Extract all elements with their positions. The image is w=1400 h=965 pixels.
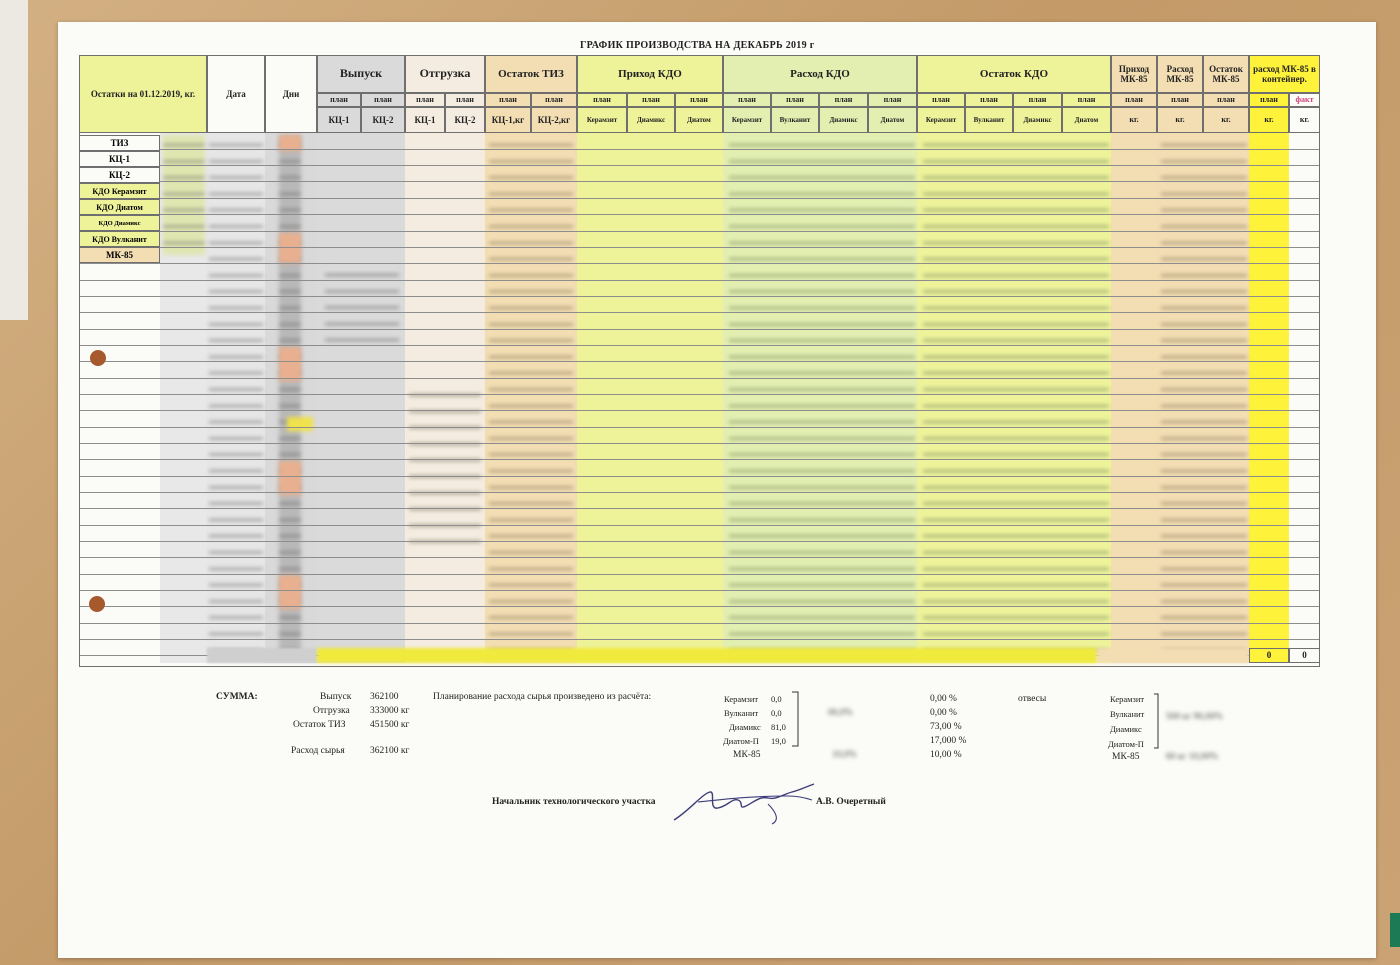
otves-diatom: Диатом-П <box>1108 739 1144 749</box>
header-rashod-mk85-cont: расход МК-85 в контейнер. <box>1249 55 1320 93</box>
mix-vulkanit-pct: 0,00 % <box>930 708 957 718</box>
mix-diamiks-pct: 73,00 % <box>930 722 962 732</box>
plan-label: план <box>1249 93 1289 107</box>
header-rashod-kdo: Расход КДО <box>723 55 917 93</box>
plan-label: план <box>723 93 771 107</box>
unit-kc2-kg: КЦ-2,кг <box>531 107 577 133</box>
unit-diamiks: Диамикс <box>1013 107 1062 133</box>
mix-vulkanit-name: Вулканит <box>724 708 759 718</box>
planning-note: Планирование расхода сырья произведено из расчёта: <box>433 692 652 702</box>
mix-diatom-val: 19,0 <box>771 736 786 746</box>
unit-kc2: КЦ-2 <box>361 107 405 133</box>
plan-label: план <box>317 93 361 107</box>
otgruzka-label: Отгрузка <box>313 706 350 716</box>
mix-vulkanit-val: 0,0 <box>771 708 782 718</box>
unit-vulkanit: Вулканит <box>965 107 1013 133</box>
mix-diamiks-val: 81,0 <box>771 722 786 732</box>
plan-label: план <box>405 93 445 107</box>
otgruzka-value: 333000 кг <box>370 706 410 716</box>
header-ostatok-kdo: Остаток КДО <box>917 55 1111 93</box>
mix-bracket <box>790 690 804 748</box>
otves-bracket <box>1152 692 1164 750</box>
header-days: Дни <box>265 55 317 133</box>
stock-label-vulkanit: КДО Вулканит <box>79 231 160 247</box>
otves-keramzit: Керамзит <box>1110 694 1145 704</box>
header-vypusk: Выпуск <box>317 55 405 93</box>
plan-label: план <box>485 93 531 107</box>
plan-label: план <box>1013 93 1062 107</box>
plan-label: план <box>917 93 965 107</box>
mix-keramzit-val: 0,0 <box>771 694 782 704</box>
unit-kc2: КЦ-2 <box>445 107 485 133</box>
mk-ratio-blurred: 10,0% <box>832 750 857 760</box>
otves-mk85: МК-85 <box>1112 752 1140 762</box>
summa-label: СУММА: <box>216 692 258 702</box>
mix-mk85-pct: 10,00 % <box>930 750 962 760</box>
header-prihod-kdo: Приход КДО <box>577 55 723 93</box>
plan-label: план <box>675 93 723 107</box>
unit-diatom: Диатом <box>675 107 723 133</box>
punch-hole <box>89 596 105 612</box>
unit-diamiks: Диамикс <box>627 107 675 133</box>
plan-label: план <box>771 93 819 107</box>
unit-keramzit: Керамзит <box>917 107 965 133</box>
header-otgruzka: Отгрузка <box>405 55 485 93</box>
rashod-value: 362100 кг <box>370 746 410 756</box>
stock-label-kc1: КЦ-1 <box>79 151 160 167</box>
totals-tan <box>1097 648 1249 663</box>
header-date: Дата <box>207 55 265 133</box>
unit-kg: кг. <box>1157 107 1203 133</box>
unit-kg: кг. <box>1249 107 1289 133</box>
total-fakt: 0 <box>1289 648 1320 663</box>
otves-diamiks: Диамикс <box>1110 724 1142 734</box>
unit-kc1: КЦ-1 <box>405 107 445 133</box>
totals-grey <box>207 648 317 663</box>
ostatok-label: Остаток ТИЗ <box>293 720 346 730</box>
stock-label-mk85: МК-85 <box>79 247 160 263</box>
header-prihod-mk85: Приход МК-85 <box>1111 55 1157 93</box>
header-ostatok-tiz: Остаток ТИЗ <box>485 55 577 93</box>
plan-label: план <box>965 93 1013 107</box>
stock-label-keramzit: КДО Керамзит <box>79 183 160 199</box>
table-border <box>79 55 1320 667</box>
plan-label: план <box>627 93 675 107</box>
pen <box>1390 913 1400 947</box>
vypusk-value: 362100 <box>370 692 399 702</box>
plan-label: план <box>577 93 627 107</box>
mix-diamiks-name: Диамикс <box>729 722 761 732</box>
unit-kg: кг. <box>1289 107 1320 133</box>
ostatok-value: 451500 кг <box>370 720 410 730</box>
otves-vulkanit: Вулканит <box>1110 709 1145 719</box>
production-table <box>79 55 1320 667</box>
paper-edge <box>0 0 28 320</box>
vypusk-label: Выпуск <box>320 692 352 702</box>
otves-mk-blurred: 60 кг 10,00% <box>1166 752 1219 762</box>
header-rashod-mk85: Расход МК-85 <box>1157 55 1203 93</box>
chief-name: А.В. Очеретный <box>816 797 886 807</box>
document-title: ГРАФИК ПРОИЗВОДСТВА НА ДЕКАБРЬ 2019 г <box>580 40 815 51</box>
plan-label: план <box>1111 93 1157 107</box>
header-ostatki: Остатки на 01.12.2019, кг. <box>79 55 207 133</box>
stock-label-diatom: КДО Диатом <box>79 199 160 215</box>
total-plan: 0 <box>1249 648 1289 663</box>
unit-kg: кг. <box>1111 107 1157 133</box>
punch-hole <box>90 350 106 366</box>
unit-vulkanit: Вулканит <box>771 107 819 133</box>
unit-kc1: КЦ-1 <box>317 107 361 133</box>
unit-kc1-kg: КЦ-1,кг <box>485 107 531 133</box>
rashod-label: Расход сырья <box>291 746 345 756</box>
mix-mk85-name: МК-85 <box>733 750 761 760</box>
chief-label: Начальник технологического участка <box>492 797 656 807</box>
mix-keramzit-pct: 0,00 % <box>930 694 957 704</box>
plan-label: план <box>445 93 485 107</box>
unit-diatom: Диатом <box>868 107 917 133</box>
unit-diamiks: Диамикс <box>819 107 868 133</box>
unit-keramzit: Керамзит <box>577 107 627 133</box>
stock-label-diamiks: КДО Диамикс <box>79 215 160 231</box>
otvesy-label: отвесы <box>1018 694 1047 704</box>
plan-label: план <box>361 93 405 107</box>
mix-ratio-blurred: 00,0% <box>828 708 853 718</box>
plan-label: план <box>868 93 917 107</box>
plan-label: план <box>1062 93 1111 107</box>
otves-ratio-blurred: 500 кг 90,00% <box>1166 712 1223 722</box>
plan-label: план <box>1203 93 1249 107</box>
plan-label: план <box>819 93 868 107</box>
mix-diatom-name: Диатом-П <box>723 736 759 746</box>
unit-diatom: Диатом <box>1062 107 1111 133</box>
plan-label: план <box>531 93 577 107</box>
signature <box>668 780 818 828</box>
totals-yellow <box>317 648 1097 663</box>
unit-keramzit: Керамзит <box>723 107 771 133</box>
stock-label-tiz: ТИЗ <box>79 135 160 151</box>
mix-diatom-pct: 17,000 % <box>930 736 967 746</box>
mix-keramzit-name: Керамзит <box>724 694 759 704</box>
plan-label: план <box>1157 93 1203 107</box>
unit-kg: кг. <box>1203 107 1249 133</box>
fakt-label: факт <box>1289 93 1320 107</box>
stock-label-kc2: КЦ-2 <box>79 167 160 183</box>
header-ostatok-mk85: Остаток МК-85 <box>1203 55 1249 93</box>
